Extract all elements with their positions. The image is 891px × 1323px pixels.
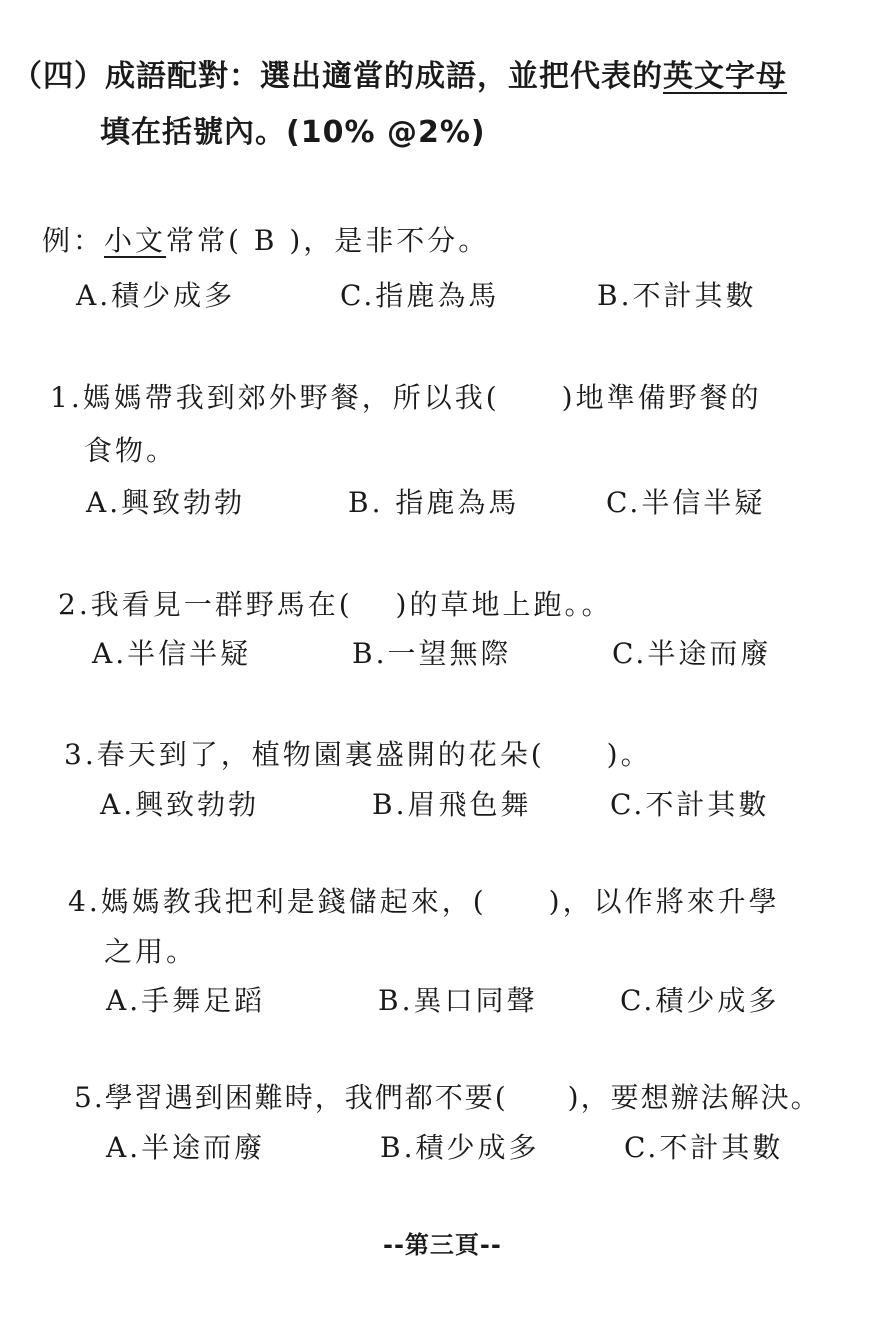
question-1-line1: 1.媽媽帶我到郊外野餐，所以我( )地準備野餐的 (50, 381, 762, 414)
section-heading (12, 59, 787, 94)
question-2-option-c: C.半途而廢 (612, 637, 772, 670)
question-5-option-a: A.半途而廢 (106, 1131, 266, 1164)
question-3-line1: 3.春天到了，植物園裏盛開的花朵( )。 (64, 738, 652, 771)
example-option-c: C.指鹿為馬 (340, 279, 500, 312)
example-option-b: B.不計其數 (597, 279, 757, 312)
example-option-a: A.積少成多 (76, 279, 236, 312)
question-5-option-c: C.不計其數 (624, 1131, 784, 1164)
example-label: 例： (42, 224, 105, 257)
example-sentence (42, 224, 490, 257)
question-2-option-b: B.一望無際 (352, 637, 512, 670)
heading-line1-prefix: （四）成語配對：選出適當的成語，並把代表的 (12, 59, 663, 94)
question-2-line1: 2.我看見一群野馬在( )的草地上跑。。 (58, 588, 613, 621)
question-4-line2: 之用。 (104, 935, 198, 968)
question-5-option-b: B.積少成多 (380, 1131, 540, 1164)
heading-underlined-letters: 英文字母 (663, 59, 787, 94)
question-1-option-b: B. 指鹿為馬 (348, 486, 520, 519)
question-4-option-b: B.異口同聲 (378, 984, 538, 1017)
question-3-option-c: C.不計其數 (610, 788, 770, 821)
question-4-option-a: A.手舞足蹈 (106, 984, 266, 1017)
question-4-line1: 4.媽媽教我把利是錢儲起來，( )，以作將來升學 (68, 885, 780, 918)
question-4-option-c: C.積少成多 (620, 984, 780, 1017)
example-rest: 常常( B )，是非不分。 (166, 224, 490, 257)
question-5-line1: 5.學習遇到困難時，我們都不要( )，要想辦法解決。 (74, 1081, 821, 1114)
section-heading-line2: 填在括號內。(10% @2%) (100, 115, 486, 150)
example-underlined-subject: 小文 (104, 224, 167, 257)
question-1-option-c: C.半信半疑 (606, 486, 766, 519)
question-3-option-a: A.興致勃勃 (100, 788, 260, 821)
question-1-option-a: A.興致勃勃 (86, 486, 246, 519)
question-3-option-b: B.眉飛色舞 (372, 788, 532, 821)
page-number: --第三頁-- (383, 1231, 502, 1259)
question-1-line2: 食物。 (84, 434, 178, 467)
question-2-option-a: A.半信半疑 (92, 637, 252, 670)
